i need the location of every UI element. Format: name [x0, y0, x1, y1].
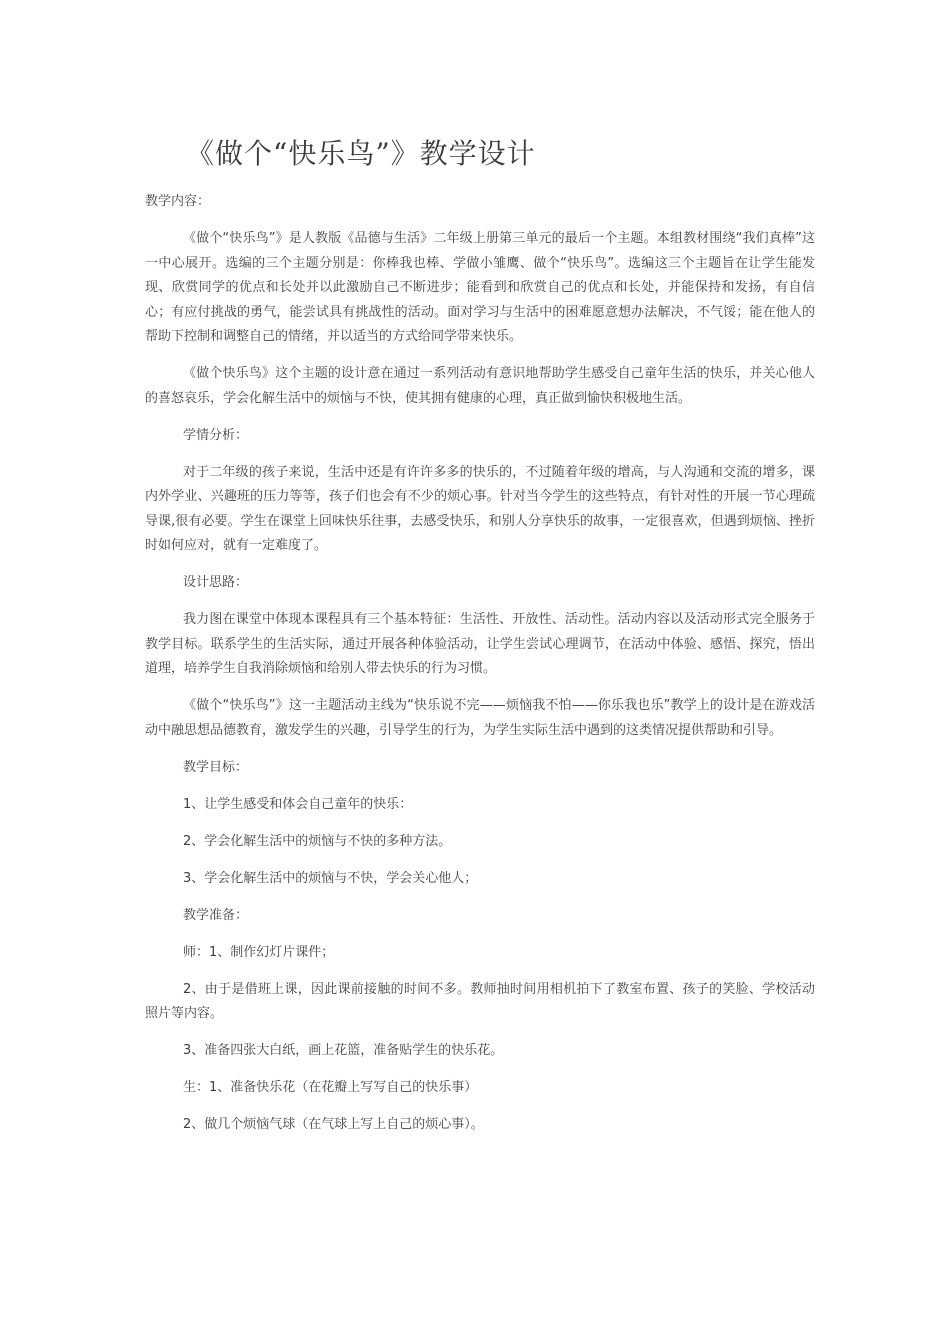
paragraph: 《做个“快乐鸟”》是人教版《品德与生活》二年级上册第三单元的最后一个主题。本组教材围绕“我们真棒”这一中心展开。选编的三个主题分别是：你棒我也棒、学做小雏鹰、做个“快乐鸟”。选编这三个主题旨在让学生能发现、欣赏同学的优点和长处并以此激励自己不断进步；能看到和欣赏自己的优点和长处，并能保持和发扬，有自信心；有应付挑战的勇气，能尝试具有挑战性的活动。面对学习与生活中的困难愿意想办法解决，不气馁；能在他人的帮助下控制和调整自己的情绪，并以适当的方式给同学带来快乐。	[145, 231, 815, 344]
paragraph: 我力图在课堂中体现本课程具有三个基本特征：生活性、开放性、活动性。活动内容以及活动形式完全服务于教学目标。联系学生的生活实际，通过开展各种体验活动，让学生尝试心理调节，在活动中体验、感悟、探究，悟出道理，培养学生自我消除烦恼和给别人带去快乐的行为习惯。	[145, 612, 815, 676]
paragraph: 2、由于是借班上课，因此课前接触的时间不多。教师抽时间用相机拍下了教室布置、孩子的笑脸、学校活动照片等内容。	[145, 981, 815, 1021]
document-title: 《做个“快乐鸟”》教学设计	[186, 137, 536, 170]
paragraph: 教学准备：	[183, 907, 249, 923]
paragraph: 对于二年级的孩子来说，生活中还是有许许多多的快乐的，不过随着年级的增高，与人沟通和交流的增多，课内外学业、兴趣班的压力等等，孩子们也会有不少的烦心事。针对当今学生的这些特点，有针对性的开展一节心理疏导课,很有必要。学生在课堂上回味快乐往事，去感受快乐，和别人分享快乐的故事，一定很喜欢，但遇到烦恼、挫折时如何应对，就有一定难度了。	[145, 464, 815, 553]
paragraph: 设计思路：	[183, 575, 249, 590]
paragraph: 学情分析：	[183, 427, 249, 443]
paragraph: 《做个快乐鸟》这个主题的设计意在通过一系列活动有意识地帮助学生感受自己童年生活的快乐，并关心他人的喜怒哀乐，学会化解生活中的烦恼与不快，使其拥有健康的心理，真正做到愉快积极地生活。	[145, 366, 815, 406]
paragraph: 教学内容：	[145, 194, 211, 209]
paragraph: 1、让学生感受和体会自己童年的快乐：	[183, 796, 413, 812]
document-body	[145, 190, 815, 1150]
paragraph: 师：1、制作幻灯片课件；	[183, 944, 335, 960]
paragraph: 教学目标：	[183, 759, 249, 775]
paragraph: 2、做几个烦恼气球（在气球上写上自己的烦心事）。	[183, 1117, 484, 1132]
paragraph: 3、准备四张大白纸，画上花篮，准备贴学生的快乐花。	[183, 1043, 504, 1058]
paragraph: 2、学会化解生活中的烦恼与不快的多种方法。	[183, 833, 452, 849]
paragraph: 《做个“快乐鸟”》这一主题活动主线为“快乐说不完——烦恼我不怕——你乐我也乐”教学上的设计是在游戏活动中融思想品德教育，激发学生的兴趣，引导学生的行为，为学生实际生活中遇到的这类情况提供帮助和引导。	[145, 698, 815, 738]
paragraph: 3、学会化解生活中的烦恼与不快，学会关心他人；	[183, 870, 478, 886]
paragraph: 生：1、准备快乐花（在花瓣上写写自己的快乐事）	[183, 1080, 478, 1095]
